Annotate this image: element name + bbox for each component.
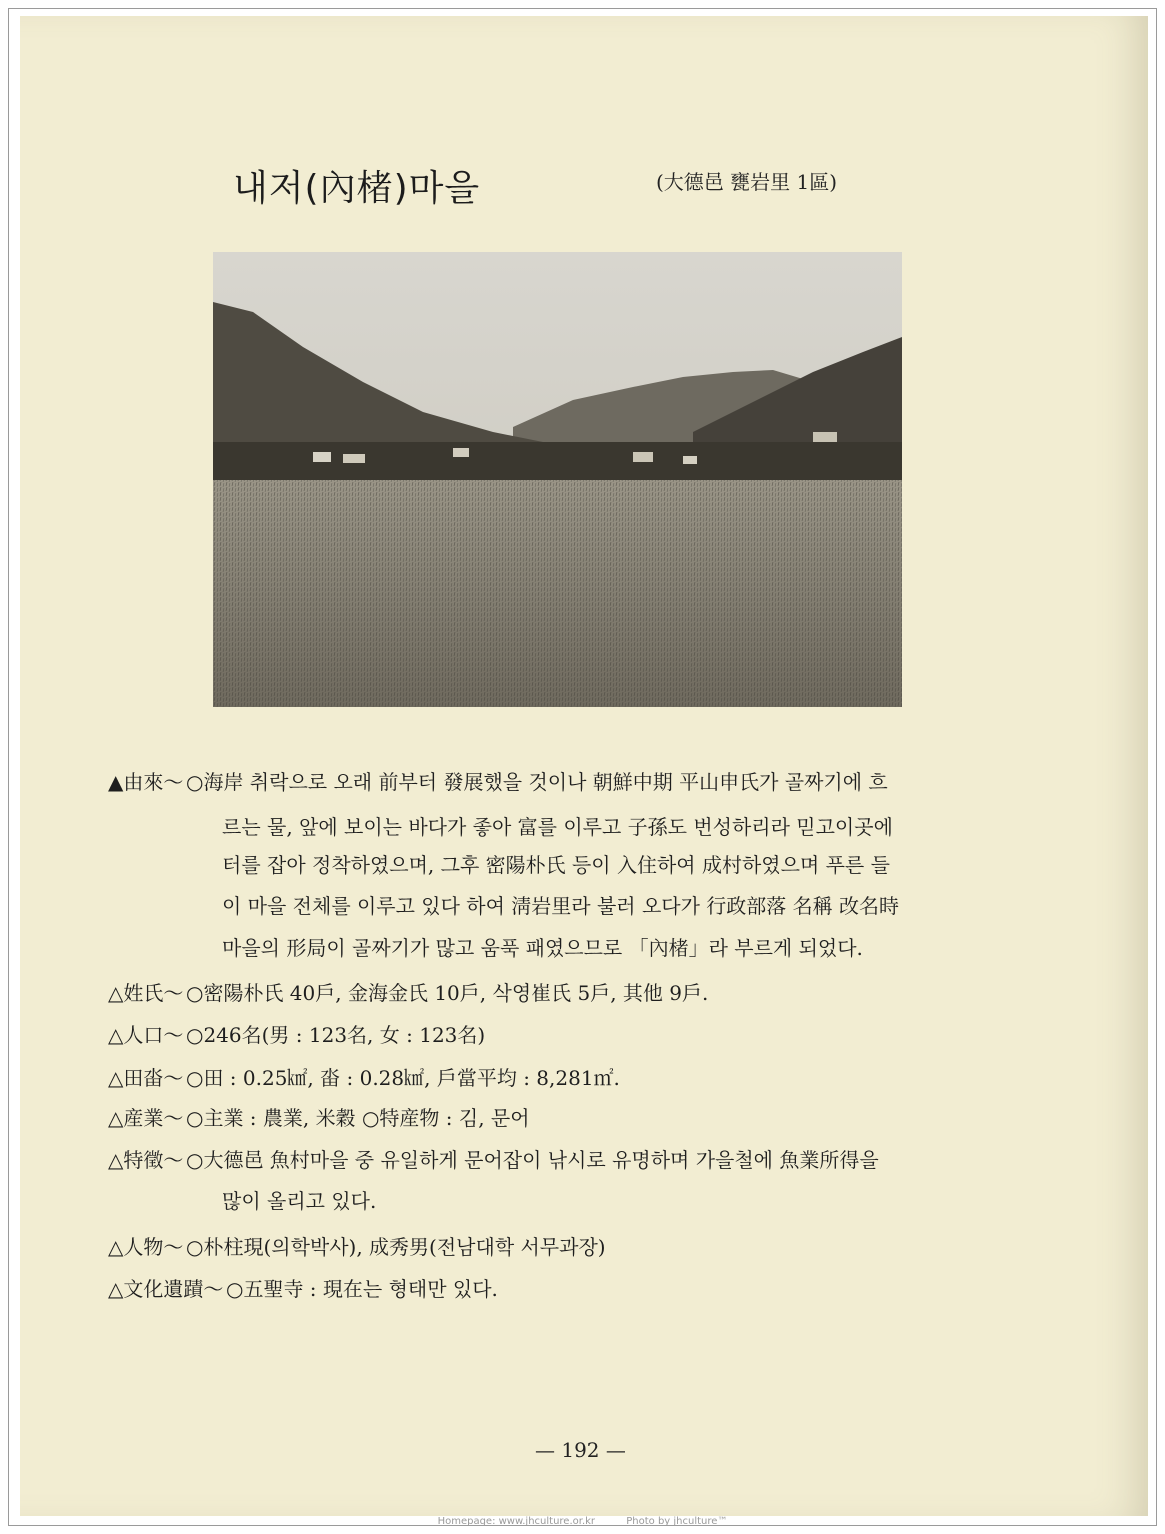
location-subtitle: (大德邑 甕岩里 1區) xyxy=(656,170,838,194)
entry-label: ▲由來～ xyxy=(108,770,184,794)
entry-text-line: ○密陽朴氏 40戶, 金海金氏 10戶, 삭영崔氏 5戶, 其他 9戶. xyxy=(186,981,709,1005)
footer xyxy=(0,1516,1165,1527)
landscape-photo-icon xyxy=(213,252,902,707)
entry-text-line: ○海岸 취락으로 오래 前부터 發展했을 것이나 朝鮮中期 平山申氏가 골짜기에 흐 xyxy=(186,770,888,794)
page-number: — 192 — xyxy=(535,1438,626,1462)
entry-text-line: 많이 올리고 있다. xyxy=(222,1189,377,1213)
entry-text-line: ○大德邑 魚村마을 중 유일하게 문어잡이 낚시로 유명하며 가을철에 魚業所得을 xyxy=(186,1148,879,1172)
entry-text-line: ○田 : 0.25㎢, 畓 : 0.28㎢, 戶當平均 : 8,281㎡. xyxy=(186,1066,620,1090)
entry-label: △産業～ xyxy=(108,1106,184,1130)
village-photo xyxy=(213,252,902,707)
entry-label: △人物～ xyxy=(108,1235,184,1259)
entry-text-line: 마을의 形局이 골짜기가 많고 움푹 패였으므로 「內楮」라 부르게 되었다. xyxy=(222,936,863,960)
entry-label: △田畓～ xyxy=(108,1066,184,1090)
homepage-link[interactable]: Homepage: www.jhculture.or.kr xyxy=(437,1516,596,1527)
entry-text-line: 르는 물, 앞에 보이는 바다가 좋아 富를 이루고 子孫도 번성하리라 믿고이곳에 xyxy=(222,815,893,839)
entry-text-line: ○246名(男 : 123名, 女 : 123名) xyxy=(186,1023,486,1047)
entry-text-line: 이 마을 전체를 이루고 있다 하여 淸岩里라 불러 오다가 行政部落 名稱 改名時 xyxy=(222,894,900,918)
photo-credit: Photo by jhculture™ xyxy=(626,1516,728,1527)
entry-label: △姓氏～ xyxy=(108,981,184,1005)
entry-text-line: ○主業 : 農業, 米穀 ○特産物 : 김, 문어 xyxy=(186,1106,530,1130)
entry-text-line: 터를 잡아 정착하였으며, 그후 密陽朴氏 등이 入住하여 成村하였으며 푸른 들 xyxy=(222,853,890,877)
entry-text-line: ○五聖寺 : 現在는 형태만 있다. xyxy=(226,1277,498,1301)
entry-label: △特徵～ xyxy=(108,1148,184,1172)
entry-label: △人口～ xyxy=(108,1023,184,1047)
page-title: 내저(內楮)마을 xyxy=(233,168,481,209)
entry-label: △文化遺蹟～ xyxy=(108,1277,224,1301)
entry-text-line: ○朴柱現(의학박사), 成秀男(전남대학 서무과장) xyxy=(186,1235,606,1259)
